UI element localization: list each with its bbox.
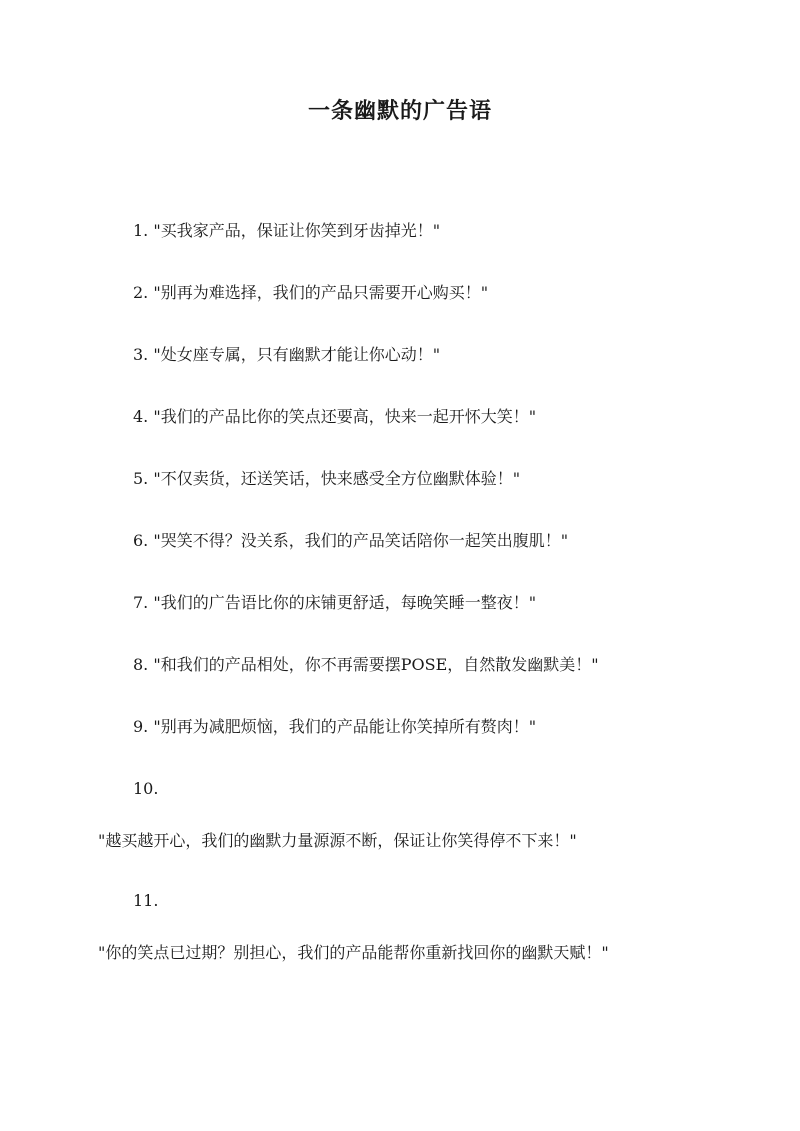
item-number: 1. xyxy=(133,221,149,240)
item-text: "越买越开心，我们的幽默力量源源不断，保证让你笑得停不下来！" xyxy=(98,831,577,850)
item-number: 11. xyxy=(133,891,159,910)
item-number: 10. xyxy=(133,779,159,798)
item-number: 7. xyxy=(133,593,149,612)
item-number: 6. xyxy=(133,531,149,550)
item-text: "哭笑不得？没关系，我们的产品笑话陪你一起笑出腹肌！" xyxy=(153,531,569,550)
list-item xyxy=(0,654,800,676)
item-text: "你的笑点已过期？别担心，我们的产品能帮你重新找回你的幽默天赋！" xyxy=(98,943,609,962)
list-item xyxy=(0,716,800,738)
item-number: 9. xyxy=(133,717,149,736)
item-text: "我们的广告语比你的床铺更舒适，每晚笑睡一整夜！" xyxy=(153,593,537,612)
list-item xyxy=(0,282,800,304)
list-item xyxy=(0,220,800,242)
list-item xyxy=(0,530,800,552)
list-item xyxy=(0,344,800,366)
list-item xyxy=(0,468,800,490)
item-text: "别再为难选择，我们的产品只需要开心购买！" xyxy=(153,283,489,302)
item-number: 8. xyxy=(133,655,149,674)
item-text: "不仅卖货，还送笑话，快来感受全方位幽默体验！" xyxy=(153,469,521,488)
item-number: 4. xyxy=(133,407,149,426)
item-number: 3. xyxy=(133,345,149,364)
item-number: 2. xyxy=(133,283,149,302)
list-item xyxy=(0,592,800,614)
document-title: 一条幽默的广告语 xyxy=(307,98,492,124)
item-text: "和我们的产品相处，你不再需要摆POSE，自然散发幽默美！" xyxy=(153,655,599,674)
item-text: "别再为减肥烦恼，我们的产品能让你笑掉所有赘肉！" xyxy=(153,717,537,736)
item-text: "我们的产品比你的笑点还要高，快来一起开怀大笑！" xyxy=(153,407,537,426)
item-text: "买我家产品，保证让你笑到牙齿掉光！" xyxy=(153,221,441,240)
item-number: 5. xyxy=(133,469,149,488)
item-text: "处女座专属，只有幽默才能让你心动！" xyxy=(153,345,441,364)
list-item xyxy=(0,406,800,428)
